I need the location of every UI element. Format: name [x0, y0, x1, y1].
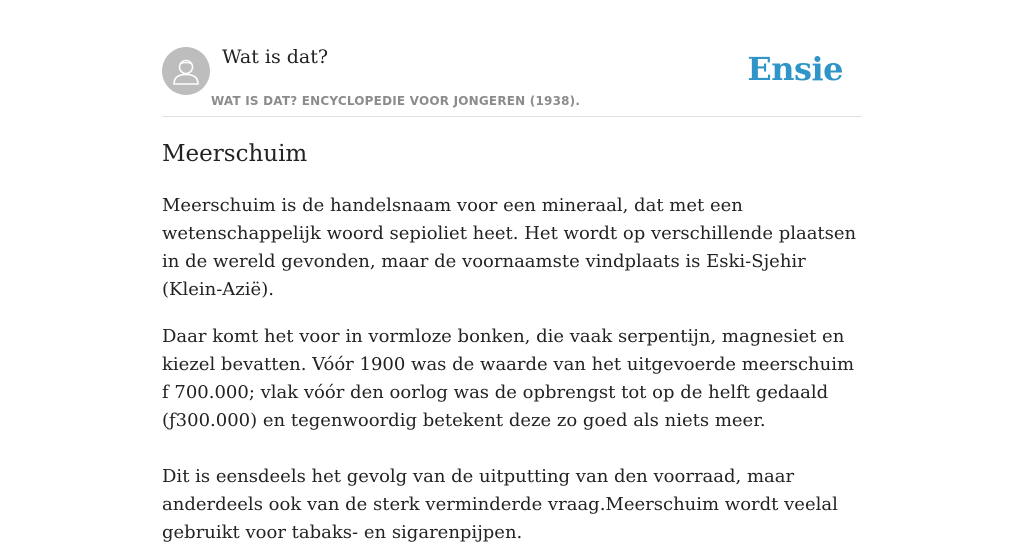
article-paragraph-1: Meerschuim is de handelsnaam voor een mineraal, dat met een wetenschappelijk woord sepioliet heet. Het wordt op verschillende plaatsen in de wereld gevonden, maar de voornaamste vindplaats is Eski-Sjehir (Klein-Azië).: [162, 195, 857, 300]
source-avatar[interactable]: [162, 47, 210, 95]
user-silhouette-icon: [162, 47, 210, 95]
source-subtitle: WAT IS DAT? ENCYCLOPEDIE VOOR JONGEREN (1938).: [211, 94, 581, 108]
ensie-logo[interactable]: Ensie: [747, 50, 843, 88]
source-title[interactable]: Wat is dat?: [222, 46, 329, 68]
article-title: Meerschuim: [162, 141, 308, 167]
article: [162, 138, 862, 547]
source-header: [162, 40, 862, 117]
article-paragraph-2: Daar komt het voor in vormloze bonken, die vaak serpentijn, magnesiet en kiezel bevatten. Vóór 1900 was de waarde van het uitgevoerde meerschuim f 700.000; vlak vóór den oorlog was de opbrengst tot op de helft gedaald (ƒ300.000) en tegenwoordig betekent deze zo goed als niets meer. Dit is eensdeels het gevolg van de uitputting van den voorraad, maar anderdeels ook van de sterk verminderde vraag.Meerschuim wordt veelal gebruikt voor tabaks- en sigarenpijpen.: [162, 326, 855, 543]
